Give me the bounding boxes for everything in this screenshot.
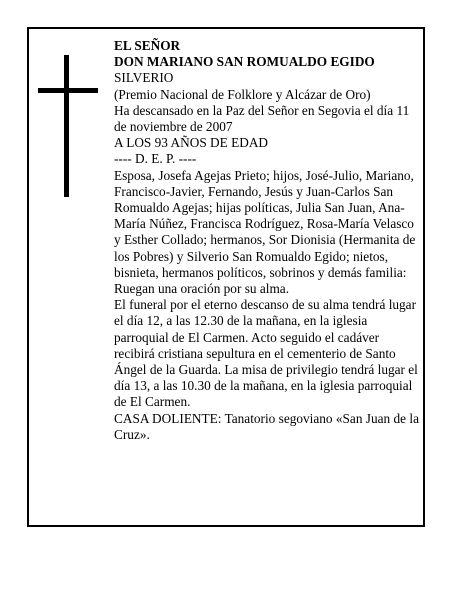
cross-vertical-bar (64, 55, 69, 197)
cross-icon (38, 55, 98, 197)
age-line: A LOS 93 AÑOS DE EDAD (114, 135, 269, 151)
notice-title: EL SEÑOR (114, 38, 181, 53)
mourning-house: CASA DOLIENTE: Tanatorio segoviano «San Juan de la Cruz». (114, 410, 419, 442)
family-list: Esposa, Josefa Agejas Prieto; hijos, José-Julio, Mariano, Francisco-Javier, Fernando, Jesús y Juan-Carlos San Romualdo Agejas; hijas políticas, Julia San Juan, Ana-María Núñez, Francisca Rodríguez, Rosa-María Velasco y Esther Collado; hermanos, Sor Dionisia (Hermanita de los Pobres) y Silverio San Romualdo Egido; nietos, bisnieta, hermanos políticos, sobrinos y demás familia: (114, 167, 416, 280)
awards-line: (Premio Nacional de Folklore y Alcázar de Oro) (114, 86, 371, 102)
rip-line: ---- D. E. P. ---- (114, 151, 197, 167)
cross-horizontal-bar (38, 88, 98, 93)
funeral-details: El funeral por el eterno descanso de su alma tendrá lugar el día 12, a las 12.30 de la mañana, en la iglesia parroquial de El Carmen. Acto seguido el cadáver recibirá cristiana sepultura en el cementerio de Santo Ángel de la Guarda. La misa de privilegio tendrá lugar el día 13, a las 10.30 de la mañana, en la iglesia parroquial de El Carmen. (114, 297, 418, 410)
prayer-request: Ruegan una oración por su alma. (114, 281, 290, 297)
obituary-text (114, 38, 420, 443)
deceased-name: DON MARIANO SAN ROMUALDO EGIDO (114, 54, 375, 70)
deceased-nickname: SILVERIO (114, 70, 174, 86)
death-statement: Ha descansado en la Paz del Señor en Segovia el día 11 de noviembre de 2007 (114, 102, 410, 135)
